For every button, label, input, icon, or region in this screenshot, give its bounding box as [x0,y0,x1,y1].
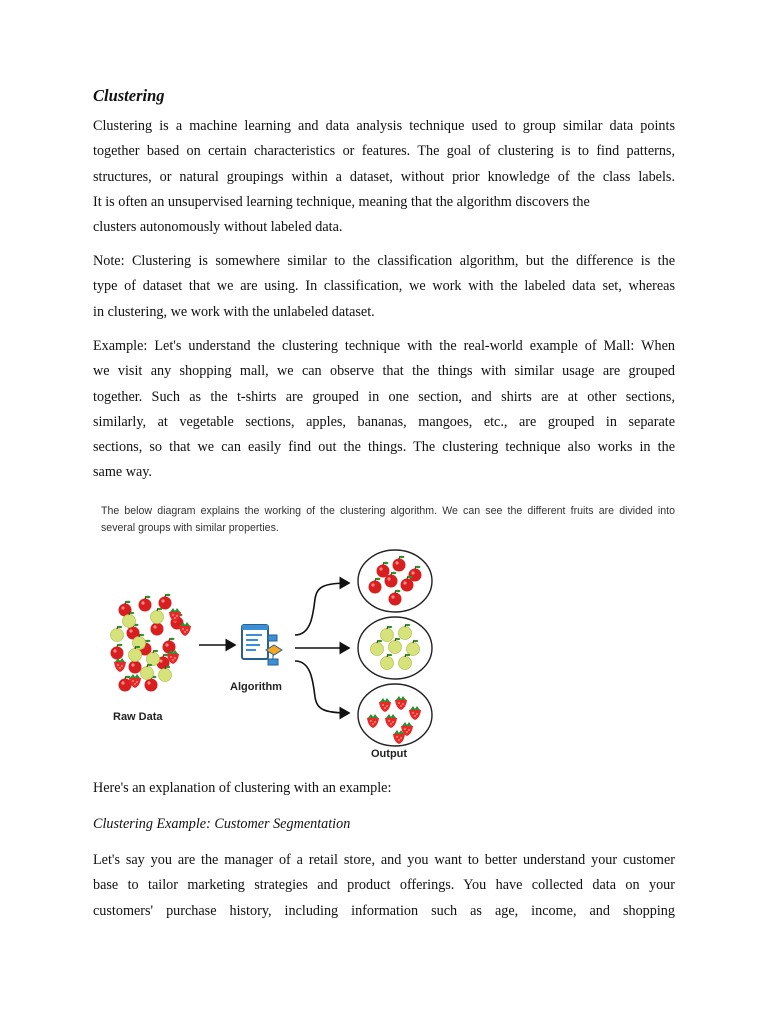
caption-line: several groups with similar properties. [101,522,279,534]
text-line: Example: Let's understand the clustering technique with the real-world example of Mall: When [93,338,675,354]
strawberry-icon [114,658,126,672]
output-label: Output [371,748,408,760]
clustering-diagram [95,545,455,765]
text-line: clusters autonomously without labeled data. [93,219,343,236]
text-line: together based on certain characteristics or features. The goal of clustering is to find patterns, [93,143,675,160]
apple-icon [111,644,124,660]
text-line: same way. [93,464,152,481]
text-line: customers' purchase history, including information such as age, income, and shopping [93,902,675,919]
paragraph-note [93,249,675,325]
yellow-fruit-icon [111,626,124,642]
text-line: base to tailor marketing strategies and product offerings. You have collected data on your [93,877,675,894]
text-line: type of dataset that we are using. In classification, we work with the labeled data set, whereas [93,278,675,295]
paragraph-definition [93,114,675,240]
paragraph-segmentation [93,848,675,924]
arrow-to-cluster-1 [295,583,349,635]
yellow-fruit-icon [151,608,164,624]
subheading: Clustering Example: Customer Segmentation [93,816,351,832]
caption-line: The below diagram explains the working of the clustering algorithm. We can see the different fruits are divided into [101,505,675,517]
algorithm-icon [242,625,282,665]
apple-icon [139,596,152,612]
raw-data-label: Raw Data [113,711,163,723]
paragraph-example [93,334,675,486]
text-line: in clustering, we work with the unlabeled dataset. [93,303,375,320]
algorithm-label: Algorithm [230,681,282,693]
text-line: Clustering is a machine learning and data analysis technique used to group similar data points [93,118,675,134]
text-line: Note: Clustering is somewhere similar to the classification algorithm, but the difference is the [93,253,675,269]
yellow-fruit-icon [141,664,154,680]
text-line: It is often an unsupervised learning technique, meaning that the algorithm discovers the [93,193,590,210]
raw-data-fruits [111,594,192,692]
text-line: structures, or natural groupings within a dataset, without prior knowledge of the class labels. [93,168,675,185]
text-line: we visit any shopping mall, we can observe that the things with similar usage are grouped [93,363,675,380]
arrow-to-cluster-3 [295,661,349,713]
section-heading: Clustering [93,86,165,105]
text-line: together. Such as the t-shirts are grouped in one section, and shirts are at other sections, [93,388,675,405]
text-line: similarly, at vegetable sections, apples, bananas, mangoes, etc., are grouped in separate [93,413,675,430]
figure-caption [101,503,675,537]
apple-icon [163,638,176,654]
explanation-intro: Here's an explanation of clustering with an example: [93,780,392,796]
text-line: Let's say you are the manager of a retail store, and you want to better understand your customer [93,852,675,868]
apple-icon [159,594,172,610]
text-line: sections, so that we can easily find out the things. The clustering technique also works in the [93,439,675,456]
